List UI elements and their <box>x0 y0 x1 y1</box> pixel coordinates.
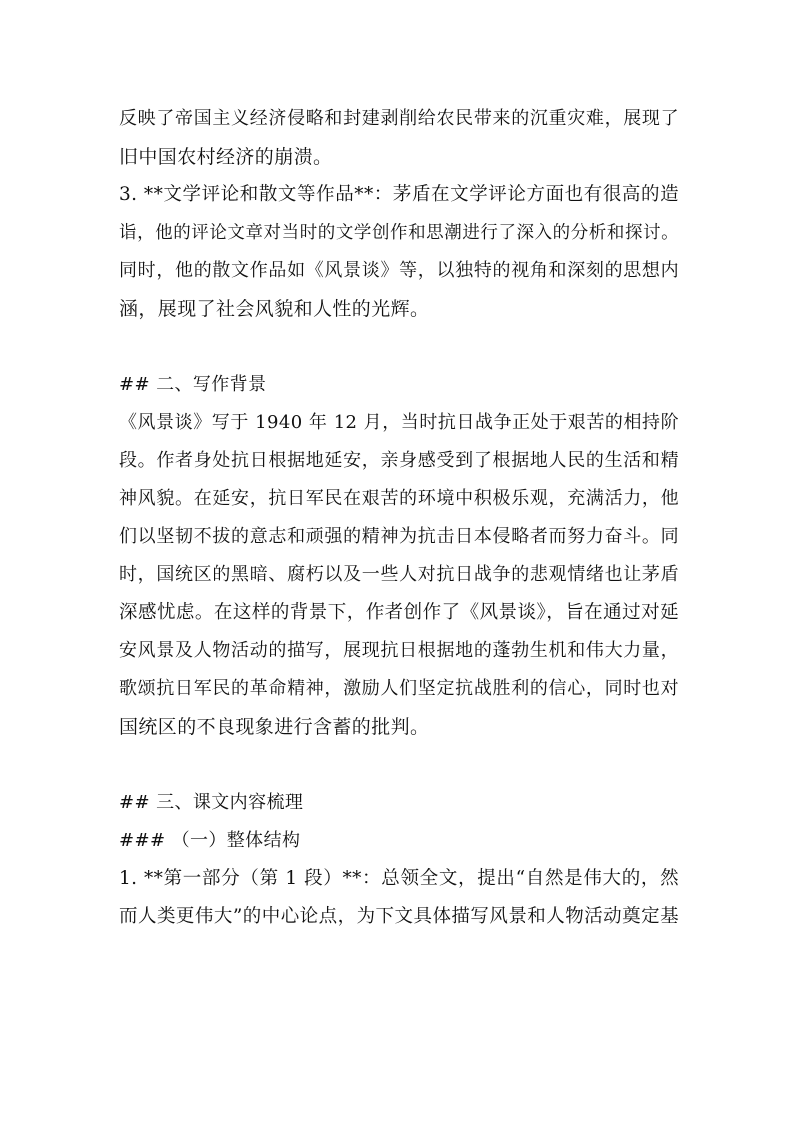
text-line: 诣，他的评论文章对当时的文学创作和思潮进行了深入的分析和探讨。 <box>119 223 679 243</box>
text-line: 们以坚韧不拔的意志和顽强的精神为抗击日本侵略者而努力奋斗。同 <box>119 526 679 547</box>
text-line: 反映了帝国主义经济侵略和封建剥削给农民带来的沉重灾难，展现了 <box>119 108 679 129</box>
text-line: 涵，展现了社会风貌和人性的光辉。 <box>119 298 430 320</box>
section-heading: ## 二、写作背景 <box>119 374 267 395</box>
text-line: 时，国统区的黑暗、腐朽以及一些人对抗日战争的悲观情绪也让茅盾 <box>119 564 679 585</box>
document-body <box>119 100 679 936</box>
text-line: 旧中国农村经济的崩溃。 <box>119 146 333 168</box>
text-line: 国统区的不良现象进行含蓄的批判。 <box>119 716 430 738</box>
text-line: 同时，他的散文作品如《风景谈》等，以独特的视角和深刻的思想内 <box>119 260 679 281</box>
text-line: 神风貌。在延安，抗日军民在艰苦的环境中积极乐观，充满活力，他 <box>119 488 679 509</box>
blank-line <box>119 746 679 784</box>
text-line: 段。作者身处抗日根据地延安，亲身感受到了根据地人民的生活和精 <box>119 450 679 471</box>
text-line: 而人类更伟大”的中心论点，为下文具体描写风景和人物活动奠定基 <box>119 906 679 927</box>
section-heading: ## 三、课文内容梳理 <box>119 792 304 813</box>
blank-line <box>119 328 679 366</box>
list-item-line: 3. **文学评论和散文等作品**：茅盾在文学评论方面也有很高的造 <box>119 184 679 205</box>
list-item-line: 1. **第一部分（第 1 段）**：总领全文，提出“自然是伟大的，然 <box>119 868 679 889</box>
text-line: 深感忧虑。在这样的背景下，作者创作了《风景谈》，旨在通过对延 <box>119 602 679 623</box>
text-line: 《风景谈》写于 1940 年 12 月，当时抗日战争正处于艰苦的相持阶 <box>119 412 679 433</box>
text-line: 歌颂抗日军民的革命精神，激励人们坚定抗战胜利的信心，同时也对 <box>119 678 679 699</box>
text-line: 安风景及人物活动的描写，展现抗日根据地的蓬勃生机和伟大力量， <box>119 640 679 661</box>
subsection-heading: ### （一）整体结构 <box>119 830 301 851</box>
